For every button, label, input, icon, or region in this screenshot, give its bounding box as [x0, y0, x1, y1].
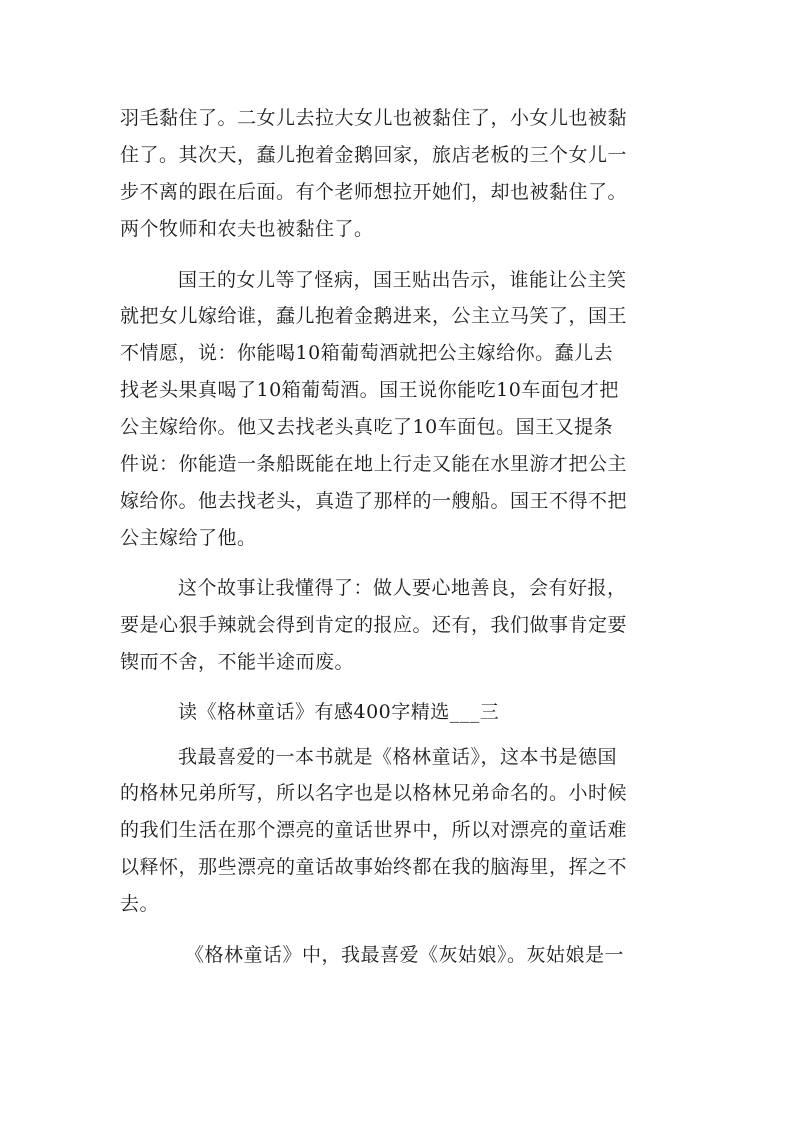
- paragraph-4-line-2: 的格林兄弟所写，所以名字也是以格林兄弟命名的。小时候: [120, 782, 628, 804]
- paragraph-4-line-3: 的我们生活在那个漂亮的童话世界中，所以对漂亮的童话难: [120, 819, 628, 841]
- paragraph-1-line-1: 羽毛黏住了。二女儿去拉大女儿也被黏住了，小女儿也被黏: [120, 107, 628, 129]
- paragraph-2-line-6: 件说：你能造一条船既能在地上行走又能在水里游才把公主: [120, 453, 628, 475]
- paragraph-4-line-1: 我最喜爱的一本书就是《格林童话》，这本书是德国: [178, 746, 618, 768]
- paragraph-2-line-7: 嫁给你。他去找老头，真造了那样的一艘船。国王不得不把: [120, 490, 628, 512]
- paragraph-4-line-4: 以释怀，那些漂亮的童话故事始终都在我的脑海里，挥之不: [120, 856, 628, 878]
- paragraph-1-line-4: 两个牧师和农夫也被黏住了。: [120, 218, 374, 240]
- paragraph-3-line-1: 这个故事让我懂得了：做人要心地善良，会有好报，: [178, 577, 627, 599]
- paragraph-2-line-3: 不情愿，说：你能喝10箱葡萄酒就把公主嫁给你。蠢儿去: [120, 342, 614, 364]
- paragraph-2-line-4: 找老头果真喝了10箱葡萄酒。国王说你能吃10车面包才把: [120, 379, 619, 401]
- paragraph-3-line-2: 要是心狠手辣就会得到肯定的报应。还有，我们做事肯定要: [120, 614, 628, 636]
- paragraph-2-line-5: 公主嫁给你。他又去找老头真吃了10车面包。国王又提条: [120, 416, 614, 438]
- paragraph-4-line-5: 去。: [120, 893, 160, 915]
- paragraph-2-line-2: 就把女儿嫁给谁，蠢儿抱着金鹅进来，公主立马笑了，国王: [120, 305, 628, 327]
- paragraph-5-line-1: 《格林童话》中，我最喜爱《灰姑娘》。灰姑娘是一: [185, 944, 625, 966]
- paragraph-3-line-3: 锲而不舍，不能半途而废。: [120, 651, 355, 673]
- paragraph-1-line-2: 住了。其次天，蠢儿抱着金鹅回家，旅店老板的三个女儿一: [120, 144, 628, 166]
- section-heading: 读《格林童话》有感400字精选___三: [178, 701, 500, 723]
- paragraph-2-line-1: 国王的女儿等了怪病，国王贴出告示，谁能让公主笑: [178, 269, 627, 291]
- paragraph-2-line-8: 公主嫁给了他。: [120, 527, 257, 549]
- paragraph-1-line-3: 步不离的跟在后面。有个老师想拉开她们，却也被黏住了。: [120, 181, 628, 203]
